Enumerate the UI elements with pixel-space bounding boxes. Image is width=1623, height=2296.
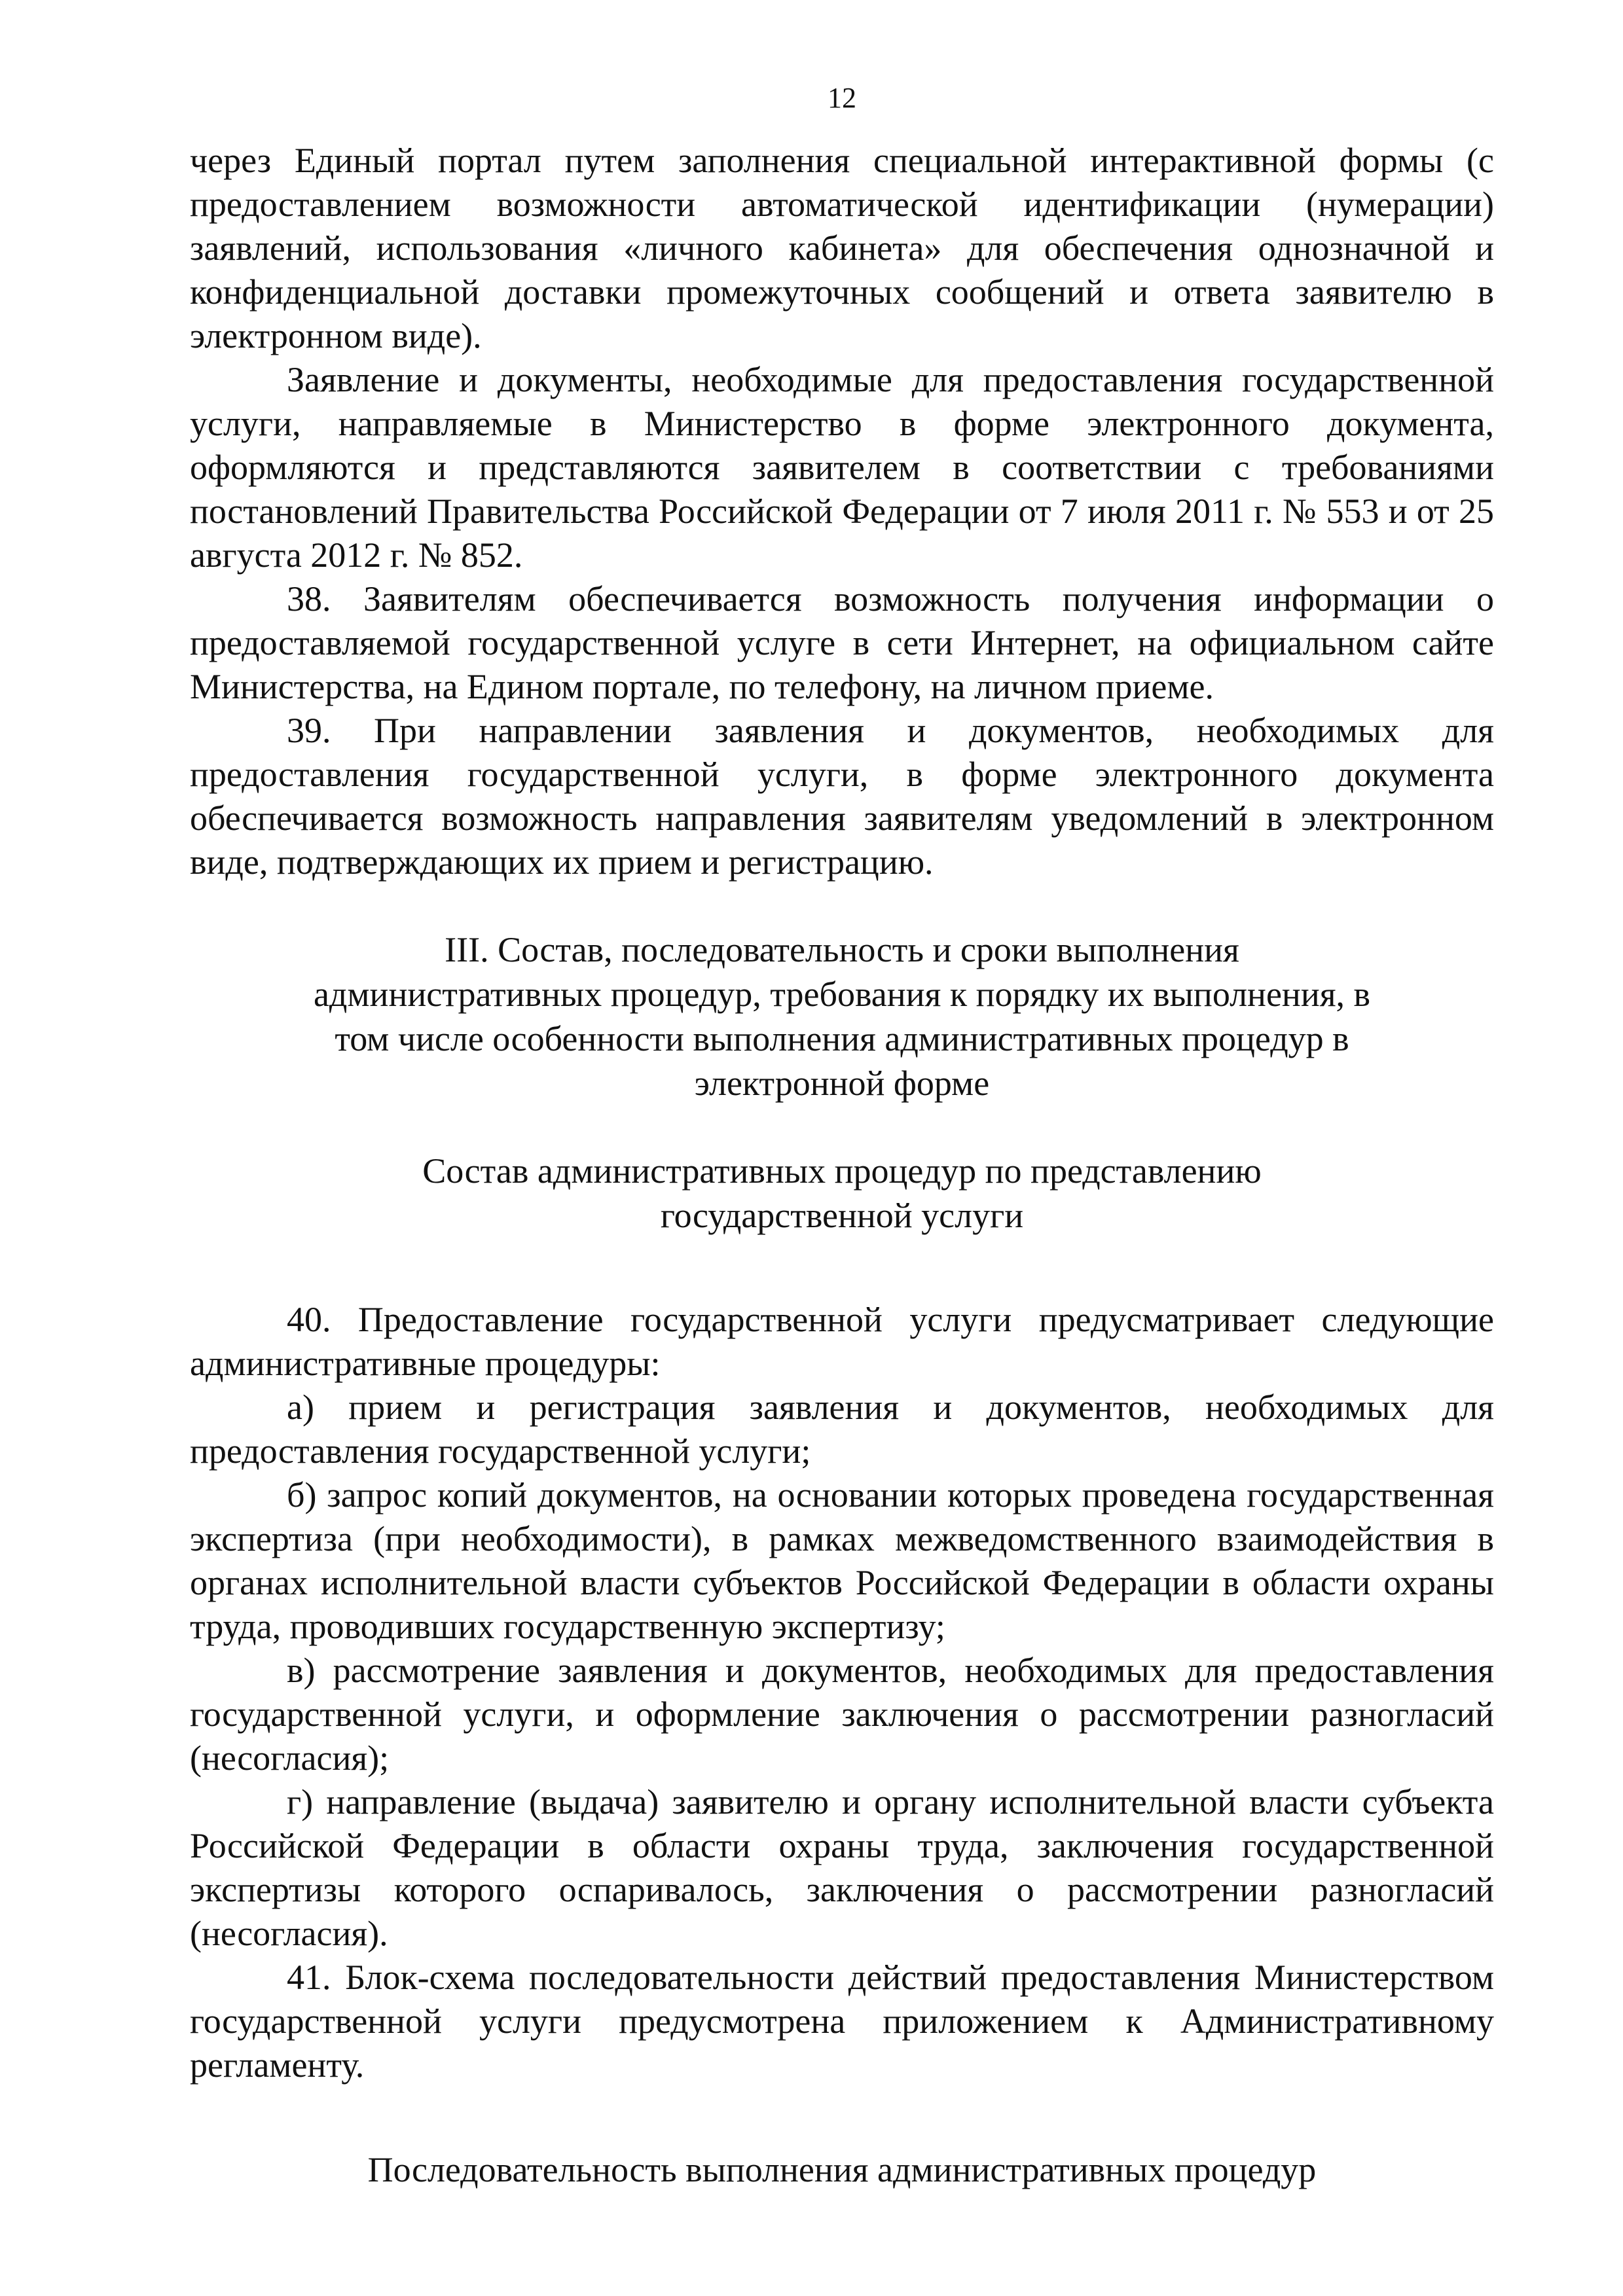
spacer — [190, 884, 1494, 927]
spacer — [190, 1238, 1494, 1298]
paragraph-40: 40. Предоставление государственной услуги предусматривает следующие административные процедуры: — [190, 1300, 1494, 1383]
paragraph-38: 38. Заявителям обеспечивается возможность получения информации о предоставляемой государственной услуге в сети Интернет, на официальном сайте Министерства, на Едином портале, по телефону, на личном приеме. — [190, 579, 1494, 706]
list-item-b: б) запрос копий документов, на основании которых проведена государственная экспертиза (при необходимости), в рамках межведомственного взаимодействия в органах исполнительной власти субъектов Российской Федерации в области охраны труда, проводивших государственную экспертизу; — [190, 1475, 1494, 1646]
section-heading: III. Состав, последовательность и сроки выполнения административных процедур, требования к порядку их выполнения, в том числе особенности выполнения административных процедур в электронной форме — [313, 930, 1371, 1103]
document-page — [190, 79, 1494, 2192]
paragraph-39: 39. При направлении заявления и документов, необходимых для предоставления государственной услуги, в форме электронного документа обеспечивается возможность направления заявителям уведомлений в электронном виде, подтверждающих их прием и регистрацию. — [190, 711, 1494, 882]
list-item-a: а) прием и регистрация заявления и документов, необходимых для предоставления государственной услуги; — [190, 1388, 1494, 1471]
paragraph-41: 41. Блок-схема последовательности действий предоставления Министерством государственной услуги предусмотрена приложением к Административному регламенту. — [190, 1958, 1494, 2085]
list-item-g: г) направление (выдача) заявителю и органу исполнительной власти субъекта Российской Федерации в области охраны труда, заключения государственной экспертизы которого оспаривалось, заключения о рассмотрении разногласий (несогласия). — [190, 1782, 1494, 1953]
final-heading: Последовательность выполнения административных процедур — [367, 2150, 1317, 2189]
paragraph-continuation: через Единый портал путем заполнения специальной интерактивной формы (с предоставлением возможности автоматической идентификации (нумерации) заявлений, использования «личного кабинета» для обеспечения однозначной и конфиденциальной доставки промежуточных сообщений и ответа заявителю в электронном виде). — [190, 141, 1494, 355]
spacer — [190, 2087, 1494, 2147]
spacer — [190, 1105, 1494, 1149]
page-number: 12 — [828, 82, 856, 114]
list-item-v: в) рассмотрение заявления и документов, необходимых для предоставления государственной услуги, и оформление заключения о рассмотрении разногласий (несогласия); — [190, 1651, 1494, 1778]
paragraph-application-electronic: Заявление и документы, необходимые для предоставления государственной услуги, направляемые в Министерство в форме электронного документа, оформляются и представляются заявителем в соответствии с требованиями постановлений Правительства Российской Федерации от 7 июля 2011 г. № 553 и от 25 августа 2012 г. № 852. — [190, 360, 1494, 575]
subsection-heading: Состав административных процедур по представлению государственной услуги — [422, 1151, 1262, 1235]
